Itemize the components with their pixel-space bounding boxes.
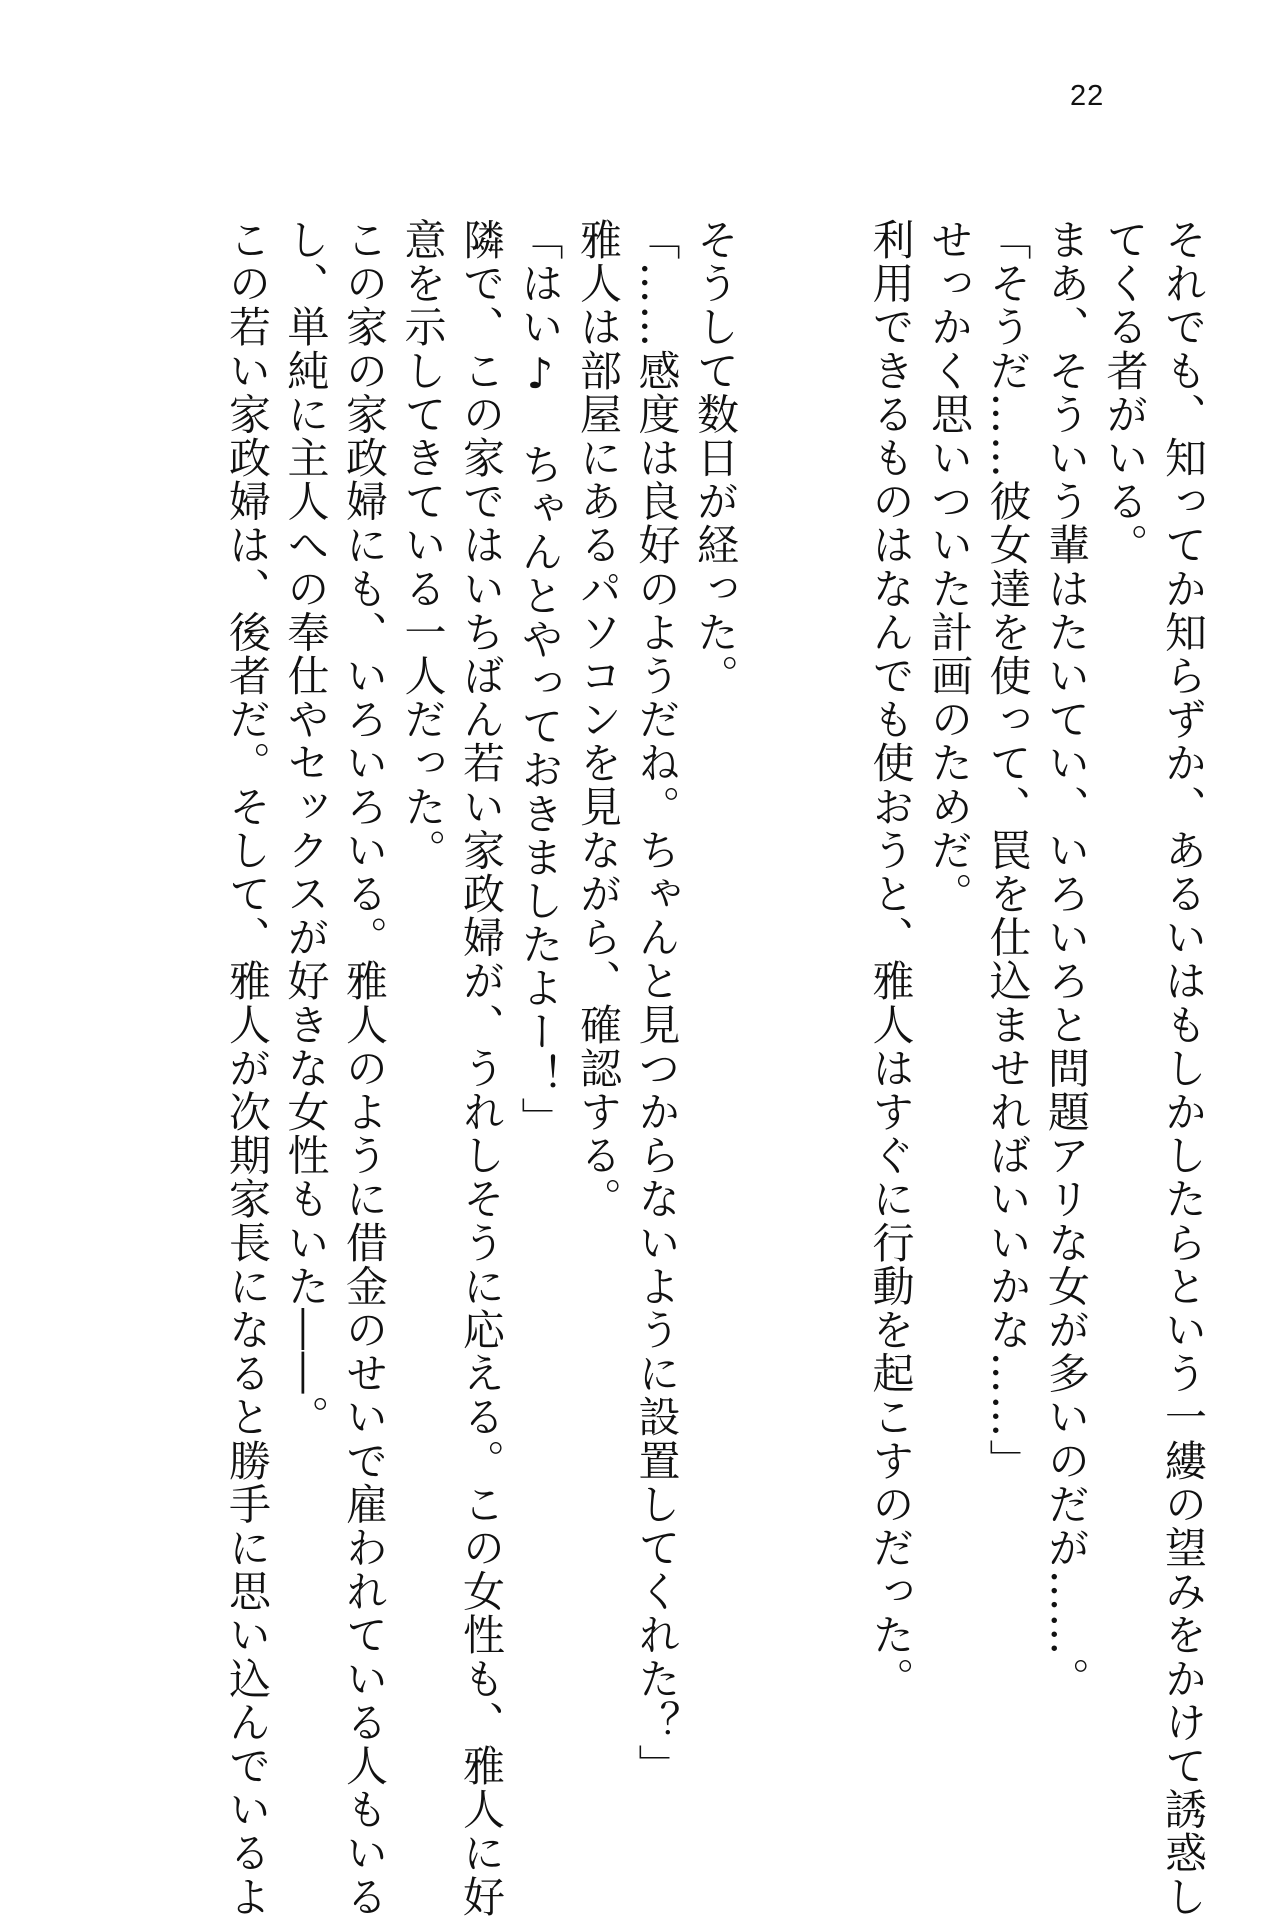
text-line: まあ、そういう輩はたいてい、いろいろと問題アリな女が多いのだが……。 xyxy=(1042,218,1091,1701)
page-number: 22 xyxy=(1070,80,1105,112)
text-line: 「そうだ……彼女達を使って、罠を仕込ませればいいかな……」 xyxy=(983,218,1033,1483)
text-line: 雅人は部屋にあるパソコンを見ながら、確認する。 xyxy=(574,218,623,1221)
text-line: 隣で、この家ではいちばん若い家政婦が、うれしそうに応える。この女性も、雅人に好 xyxy=(457,218,506,1918)
text-line: それでも、知ってか知らずか、あるいはもしかしたらという一縷の望みをかけて誘惑し xyxy=(1159,218,1208,1918)
novel-body-text xyxy=(218,218,1213,1918)
text-line: そうして数日が経った。 xyxy=(691,218,740,698)
text-line: 「はい♪ ちゃんとやっておきましたよー！」 xyxy=(515,218,565,1141)
blank-line xyxy=(744,218,803,1718)
text-line: 意を示してきている一人だった。 xyxy=(398,218,448,872)
text-line: 利用できるものはなんでも使おうと、雅人はすぐに行動を起こすのだった。 xyxy=(866,218,916,1701)
text-line: てくる者がいる。 xyxy=(1100,218,1150,567)
text-line: この若い家政婦は、後者だ。そして、雅人が次期家長になると勝手に思い込んでいるよ xyxy=(223,218,272,1918)
blank-line xyxy=(803,218,862,1718)
text-line: この家の家政婦にも、いろいろいる。雅人のように借金のせいで雇われている人もいる xyxy=(340,218,389,1918)
text-line: せっかく思いついた計画のためだ。 xyxy=(925,218,974,916)
text-line: 「……感度は良好のようだね。ちゃんと見つからないように設置してくれた？」 xyxy=(632,218,682,1788)
text-line: し、単純に主人への奉仕やセックスが好きな女性もいた――。 xyxy=(281,218,331,1439)
